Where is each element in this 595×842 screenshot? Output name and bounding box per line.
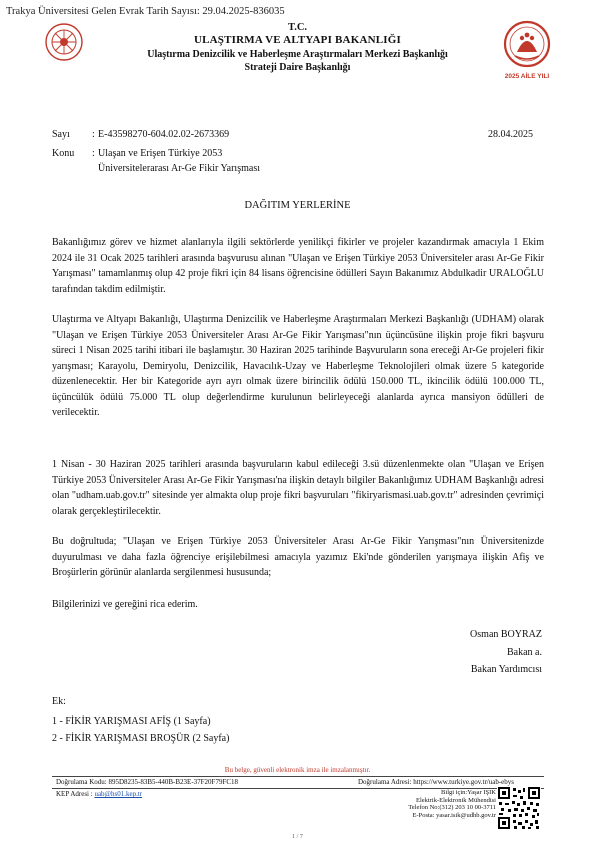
kep-address bbox=[56, 790, 142, 798]
sub-department-name: Strateji Daire Başkanlığı bbox=[244, 62, 351, 73]
kep-email-link[interactable]: uab@hs01.kep.tr bbox=[94, 790, 143, 798]
ministry-name: ULAŞTIRMA VE ALTYAPI BAKANLIĞI bbox=[193, 34, 401, 46]
attachment-item: 2 - FİKİR YARIŞMASI BROŞÜR (2 Sayfa) bbox=[52, 733, 230, 744]
attachments-label: Ek: bbox=[52, 696, 66, 707]
subject-line-1: Ulaşan ve Erişen Türkiye 2053 bbox=[98, 148, 223, 159]
konu-label: Konu bbox=[52, 148, 75, 159]
verification-address: Doğrulama Adresi: https://www.turkiye.gov.tr/uab-ebys bbox=[358, 778, 514, 786]
footer-divider bbox=[52, 776, 544, 777]
signatory-on-behalf: Bakan a. bbox=[507, 647, 542, 658]
body-paragraph-2: Ulaştırma ve Altyapı Bakanlığı, Ulaştırma Denizcilik ve Haberleşme Araştırmaları Merkezi Başkanlığı (UDHAM) olarak "Ulaşan ve Erişen Türkiye 2053 Üniversiteler Arası Ar-Ge Fikir Yarışması"nın üçüncüsüne ilişkin proje fikri başvuru süreci 1 Nisan 2025 tarihi itibari ile başlamıştır. 30 Haziran 2025 tarihinde Başvuruların sona ereceği Ar-Ge projeleri fikir yarışması; Karayolu, Demiryolu, Denizcilik, Havacılık-Uzay ve Haberleşme Teknolojileri olmak üzere 5 kategoride düzenlenecektir. Her bir Kategoride ayrı ayrı olmak üzere birincilik ödülü 150.000 TL, ikincilik ödülü 100.000 TL, üçüncülük ödülü 75.000 TL olup değerlendirme kurulunun belirleyeceği alanlarda ayrıca mansiyon ödülleri de verilecektir. bbox=[52, 314, 544, 418]
signatory-name: Osman BOYRAZ bbox=[470, 629, 542, 640]
kep-label: KEP Adresi : bbox=[56, 790, 93, 798]
contact-line: Telefon No:(312) 203 10 00-3711 bbox=[408, 804, 496, 811]
page-number: 1 / 7 bbox=[292, 834, 303, 840]
contact-info bbox=[370, 789, 496, 819]
incoming-document-stamp: Trakya Üniversitesi Gelen Evrak Tarih Sayısı: 29.04.2025-836035 bbox=[6, 6, 285, 17]
distribution-heading: DAĞITIM YERLERİNE bbox=[244, 200, 351, 211]
signatory-title: Bakan Yardımcısı bbox=[470, 664, 542, 675]
document-date: 28.04.2025 bbox=[488, 129, 533, 140]
sayi-label: Sayı bbox=[52, 129, 70, 140]
contact-line: Bilgi için:Yaşar IŞIK bbox=[441, 789, 496, 796]
subject-line-2: Üniversitelerarası Ar-Ge Fikir Yarışması bbox=[98, 163, 260, 174]
e-signature-note: Bu belge, güvenli elektronik imza ile imzalanmıştır. bbox=[224, 766, 371, 774]
body-paragraph-3: 1 Nisan - 30 Haziran 2025 tarihleri arasında başvuruların kabul edileceği 3.sü düzenlenmekte olan "Ulaşan ve Erişen Türkiye 2053 Üniversiteler Arası Ar-Ge Fikir Yarışması'na ilişkin detaylı bilgiler Bakanlığımız UDHAM Başkanlığı adresi olan "udham.uab.gov.tr" sitesinde yer almakta olup proje fikri başvuruları "fikiryarismasi.uab.gov.tr" adresinden çevrimiçi olarak gerçekleştirilecektir. bbox=[52, 459, 544, 517]
family-year-logo-text: 2025 AİLE YILI bbox=[504, 73, 550, 80]
contact-line: Elektrik-Elektronik Mühendisi bbox=[416, 796, 496, 804]
sayi-colon: : bbox=[92, 129, 95, 140]
contact-line: E-Posta: yasar.isik@udhb.gov.tr bbox=[412, 811, 496, 819]
attachment-item: 1 - FİKİR YARIŞMASI AFİŞ (1 Sayfa) bbox=[52, 716, 211, 727]
department-name: Ulaştırma Denizcilik ve Haberleşme Araştırmaları Merkezi Başkanlığı bbox=[147, 49, 448, 60]
closing-paragraph: Bilgilerinizi ve gereğini rica ederim. bbox=[52, 599, 198, 610]
document-number: E-43598270-604.02.02-2673369 bbox=[98, 129, 230, 140]
body-paragraph-1: Bakanlığımız görev ve hizmet alanlarıyla ilgili sektörlerde yenilikçi fikirler ve projeler kazandırmak amacıyla 1 Ekim 2024 ile 31 Ocak 2025 tarihleri arasında başvurusu alınan "Ulaşan ve Erişen Türkiye 2053 Üniversiteler arası Ar-Ge Fikir Yarışması" tamamlanmış olup 42 proje fikri için 84 lisans öğrencisine ödülleri Sayın Bakanımız Abdulkadir URALOĞLU tarafından takdim edilmiştir. bbox=[52, 237, 544, 295]
verification-code: Doğrulama Kodu: 895D8235-83B5-440B-B23E-37F20F79FC18 bbox=[56, 778, 238, 786]
konu-colon: : bbox=[92, 148, 95, 159]
republic-abbreviation: T.C. bbox=[287, 22, 308, 33]
family-year-logo-icon bbox=[495, 18, 559, 82]
body-paragraph-4: Bu doğrultuda; "Ulaşan ve Erişen Türkiye 2053 Üniversiteler Arası Ar-Ge Fikir Yarışması"nın Üniversitenizde duyurulması ve daha fazla öğrenciye erişilebilmesi amacıyla yazımız Eki'nde gönderilen yarışmaya ilişkin Afiş ve Broşürlerin görünür alanlarda sergilenmesi hususunda; bbox=[52, 536, 544, 578]
qr-code-icon bbox=[497, 786, 541, 830]
